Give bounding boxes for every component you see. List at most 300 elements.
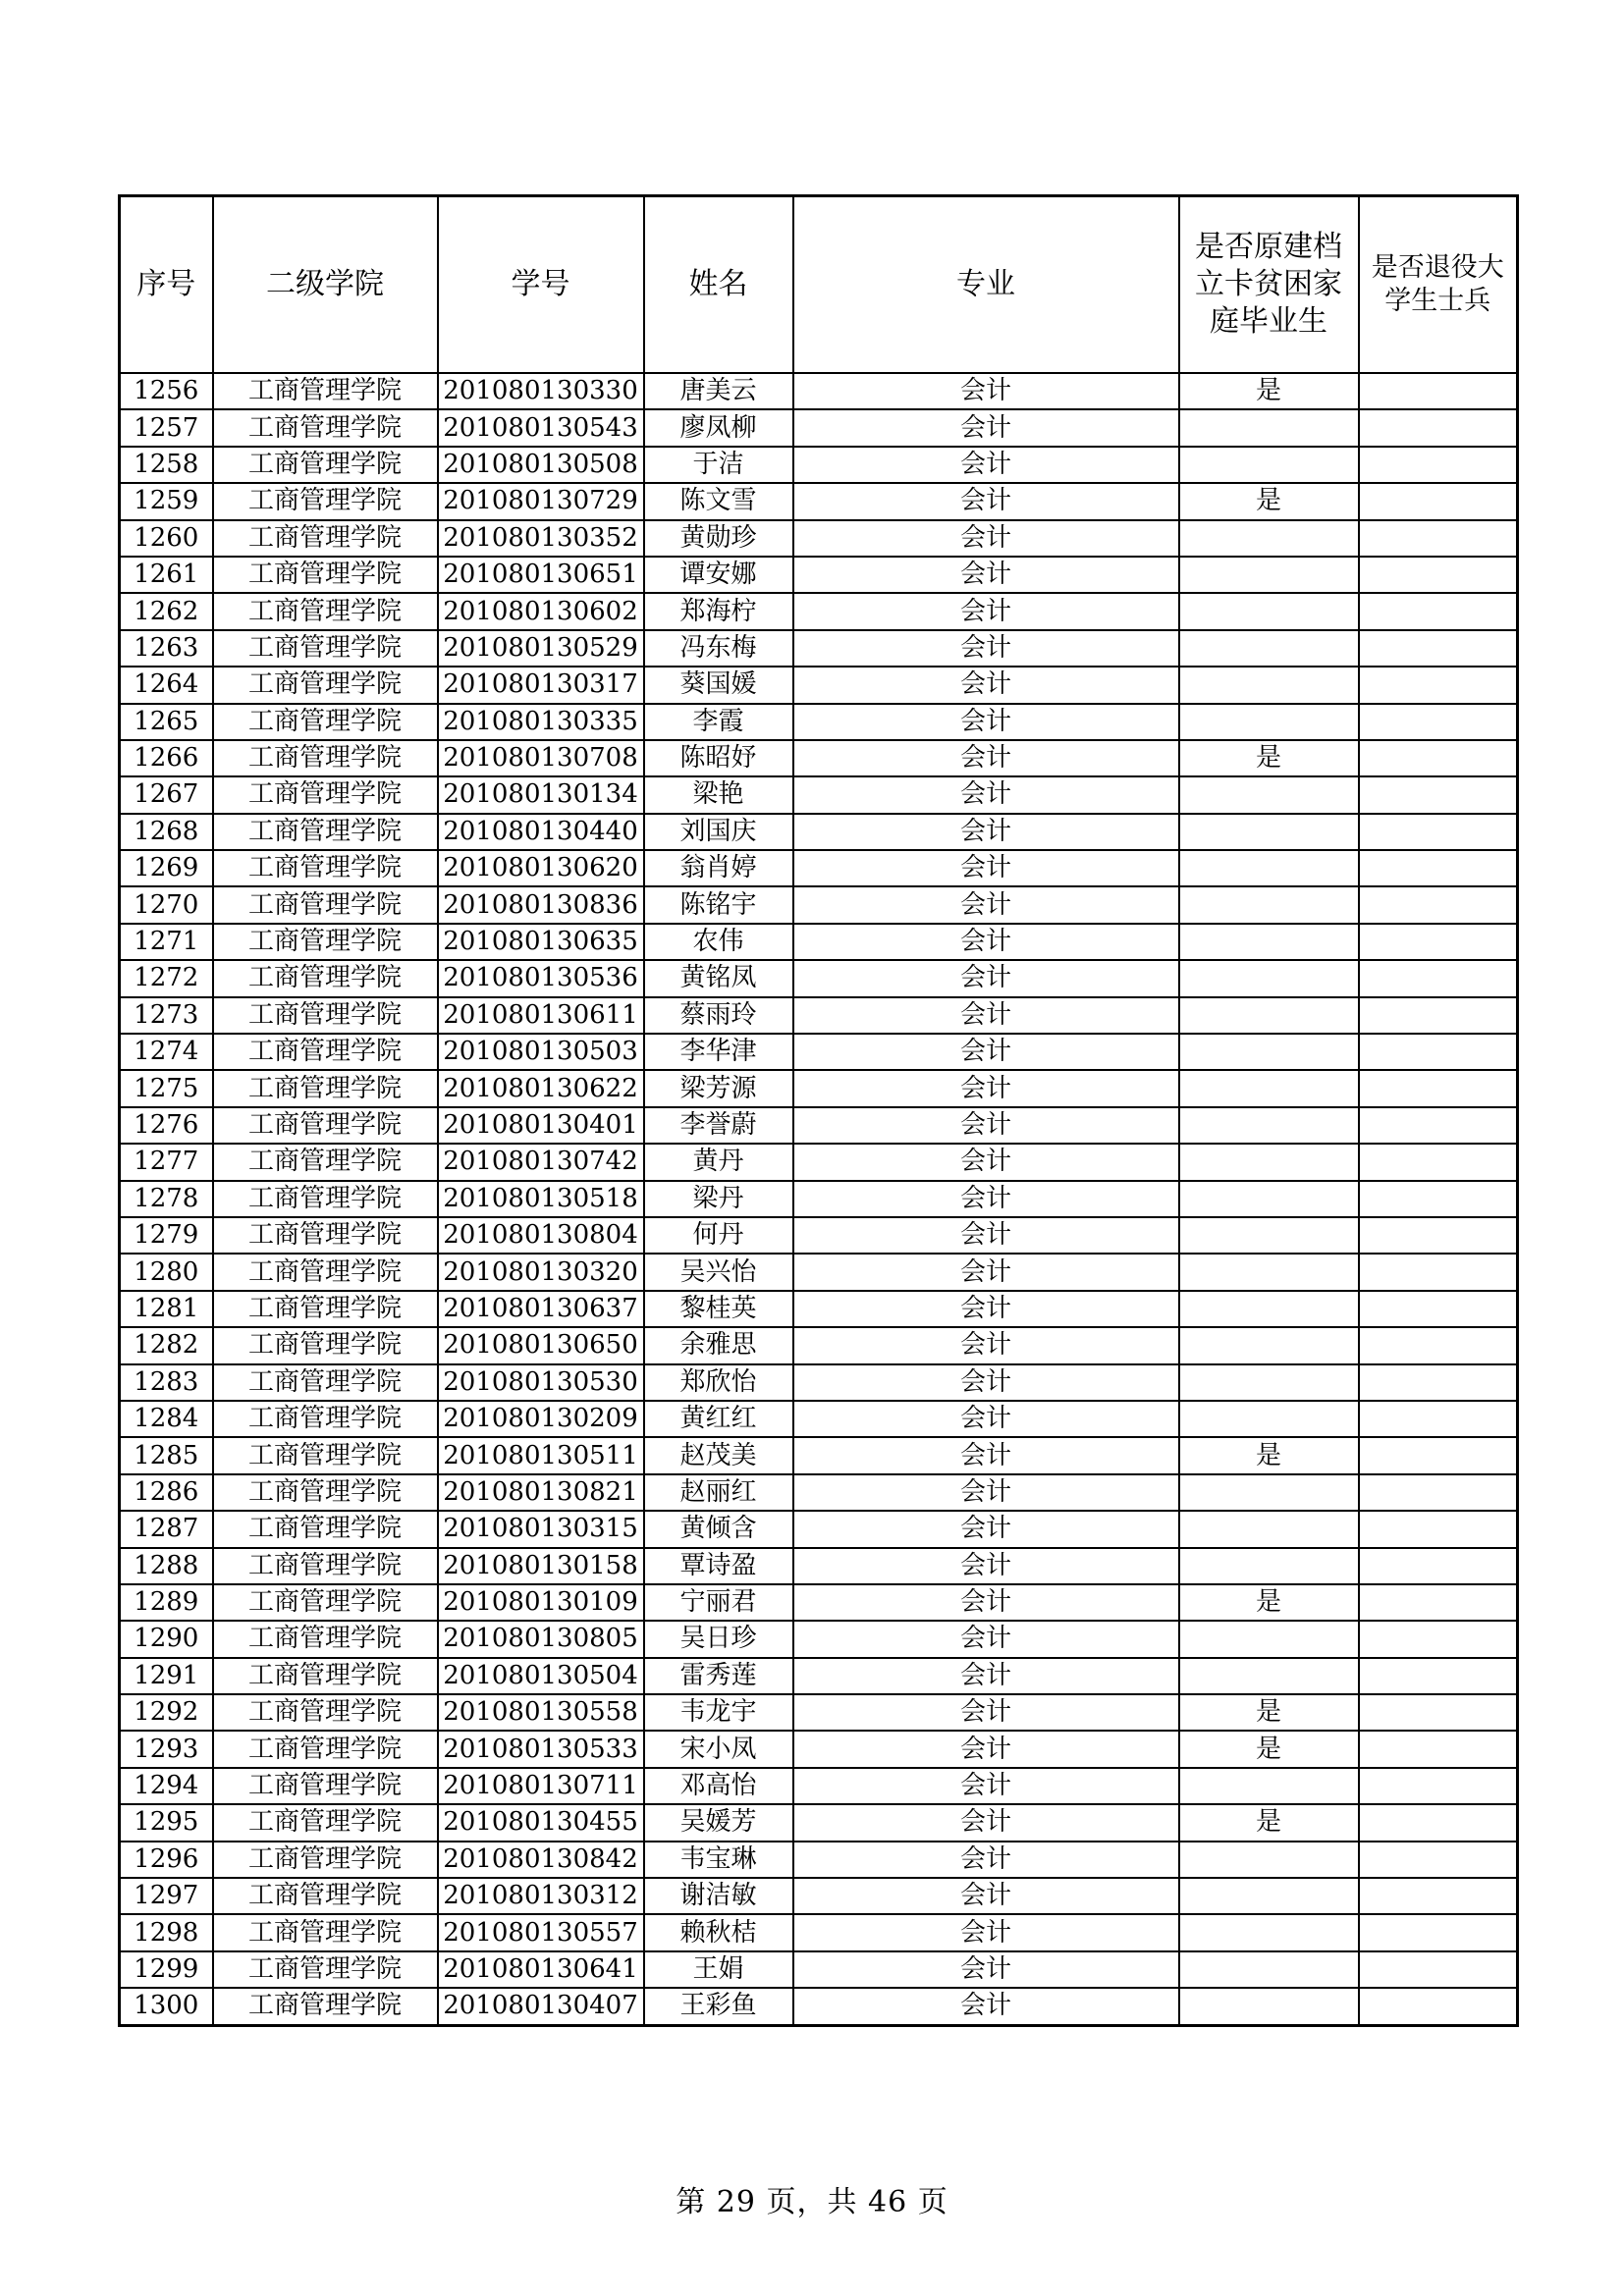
cell-seq: 1276	[120, 1107, 213, 1144]
cell-veteran	[1359, 630, 1518, 667]
cell-student-id: 201080130320	[438, 1254, 644, 1290]
table-row	[120, 1658, 1518, 1694]
cell-seq: 1288	[120, 1548, 213, 1584]
cell-seq: 1289	[120, 1584, 213, 1621]
cell-veteran	[1359, 1658, 1518, 1694]
cell-major: 会计	[793, 373, 1179, 409]
cell-poverty: 是	[1179, 1584, 1359, 1621]
cell-college: 工商管理学院	[213, 1254, 438, 1290]
cell-name: 覃诗盈	[644, 1548, 793, 1584]
cell-name: 李霞	[644, 704, 793, 740]
cell-major: 会计	[793, 776, 1179, 813]
cell-seq: 1272	[120, 960, 213, 996]
cell-veteran	[1359, 593, 1518, 629]
cell-college: 工商管理学院	[213, 960, 438, 996]
cell-student-id: 201080130518	[438, 1181, 644, 1217]
cell-poverty	[1179, 1070, 1359, 1106]
cell-college: 工商管理学院	[213, 1694, 438, 1731]
table-row	[120, 409, 1518, 446]
cell-college: 工商管理学院	[213, 1070, 438, 1106]
cell-college: 工商管理学院	[213, 1144, 438, 1180]
cell-major: 会计	[793, 593, 1179, 629]
cell-veteran	[1359, 740, 1518, 776]
cell-poverty	[1179, 1768, 1359, 1804]
cell-major: 会计	[793, 1548, 1179, 1584]
cell-seq: 1258	[120, 447, 213, 483]
table-row	[120, 447, 1518, 483]
cell-major: 会计	[793, 1584, 1179, 1621]
cell-poverty	[1179, 520, 1359, 557]
cell-poverty	[1179, 1511, 1359, 1547]
cell-student-id: 201080130536	[438, 960, 644, 996]
header-college: 二级学院	[213, 196, 438, 374]
cell-name: 农伟	[644, 924, 793, 960]
table-row	[120, 1768, 1518, 1804]
cell-poverty	[1179, 886, 1359, 923]
cell-poverty: 是	[1179, 373, 1359, 409]
cell-name: 谭安娜	[644, 557, 793, 593]
cell-seq: 1265	[120, 704, 213, 740]
cell-major: 会计	[793, 1144, 1179, 1180]
cell-name: 吴兴怡	[644, 1254, 793, 1290]
cell-name: 蔡雨玲	[644, 997, 793, 1034]
table-row	[120, 1584, 1518, 1621]
cell-college: 工商管理学院	[213, 373, 438, 409]
cell-student-id: 201080130503	[438, 1034, 644, 1070]
cell-seq: 1294	[120, 1768, 213, 1804]
cell-major: 会计	[793, 1621, 1179, 1657]
cell-student-id: 201080130317	[438, 667, 644, 703]
table-row	[120, 1437, 1518, 1473]
header-veteran: 是否退役大学生士兵	[1359, 196, 1518, 374]
cell-poverty	[1179, 1107, 1359, 1144]
cell-veteran	[1359, 1181, 1518, 1217]
cell-major: 会计	[793, 1804, 1179, 1841]
cell-major: 会计	[793, 1842, 1179, 1878]
table-row	[120, 520, 1518, 557]
cell-college: 工商管理学院	[213, 409, 438, 446]
cell-student-id: 201080130158	[438, 1548, 644, 1584]
cell-student-id: 201080130440	[438, 814, 644, 850]
cell-student-id: 201080130504	[438, 1658, 644, 1694]
cell-poverty	[1179, 1144, 1359, 1180]
table-row	[120, 1107, 1518, 1144]
table-row	[120, 1401, 1518, 1437]
cell-veteran	[1359, 1804, 1518, 1841]
cell-major: 会计	[793, 630, 1179, 667]
table-row	[120, 1988, 1518, 2025]
cell-veteran	[1359, 1401, 1518, 1437]
cell-college: 工商管理学院	[213, 1548, 438, 1584]
cell-college: 工商管理学院	[213, 997, 438, 1034]
cell-major: 会计	[793, 1401, 1179, 1437]
cell-name: 邓高怡	[644, 1768, 793, 1804]
table-row	[120, 1621, 1518, 1657]
table-row	[120, 1070, 1518, 1106]
cell-student-id: 201080130729	[438, 483, 644, 519]
cell-student-id: 201080130330	[438, 373, 644, 409]
cell-college: 工商管理学院	[213, 1511, 438, 1547]
cell-name: 雷秀莲	[644, 1658, 793, 1694]
cell-seq: 1295	[120, 1804, 213, 1841]
cell-seq: 1290	[120, 1621, 213, 1657]
cell-poverty	[1179, 776, 1359, 813]
cell-major: 会计	[793, 1511, 1179, 1547]
table-row	[120, 373, 1518, 409]
cell-major: 会计	[793, 1364, 1179, 1401]
cell-college: 工商管理学院	[213, 1804, 438, 1841]
cell-name: 郑海柠	[644, 593, 793, 629]
table-row	[120, 593, 1518, 629]
cell-seq: 1270	[120, 886, 213, 923]
cell-seq: 1273	[120, 997, 213, 1034]
cell-veteran	[1359, 1144, 1518, 1180]
cell-student-id: 201080130533	[438, 1731, 644, 1767]
cell-seq: 1257	[120, 409, 213, 446]
cell-major: 会计	[793, 1768, 1179, 1804]
cell-major: 会计	[793, 1731, 1179, 1767]
page-number: 第 29 页，共 46 页	[676, 2185, 948, 2219]
cell-veteran	[1359, 1694, 1518, 1731]
cell-name: 陈昭妤	[644, 740, 793, 776]
graduate-table	[118, 194, 1519, 2027]
cell-college: 工商管理学院	[213, 1401, 438, 1437]
cell-college: 工商管理学院	[213, 1988, 438, 2025]
cell-seq: 1297	[120, 1878, 213, 1914]
cell-student-id: 201080130557	[438, 1914, 644, 1950]
cell-seq: 1261	[120, 557, 213, 593]
cell-college: 工商管理学院	[213, 520, 438, 557]
cell-poverty	[1179, 1951, 1359, 1988]
cell-veteran	[1359, 1914, 1518, 1950]
cell-student-id: 201080130602	[438, 593, 644, 629]
table-row	[120, 1878, 1518, 1914]
table-row	[120, 704, 1518, 740]
table-row	[120, 630, 1518, 667]
cell-college: 工商管理学院	[213, 1914, 438, 1950]
cell-student-id: 201080130641	[438, 1951, 644, 1988]
cell-major: 会计	[793, 667, 1179, 703]
table-body	[120, 373, 1518, 2025]
cell-poverty	[1179, 1988, 1359, 2025]
cell-veteran	[1359, 1842, 1518, 1878]
table-row	[120, 1804, 1518, 1841]
cell-major: 会计	[793, 557, 1179, 593]
cell-student-id: 201080130352	[438, 520, 644, 557]
cell-student-id: 201080130543	[438, 409, 644, 446]
table-row	[120, 483, 1518, 519]
cell-college: 工商管理学院	[213, 850, 438, 886]
cell-seq: 1283	[120, 1364, 213, 1401]
cell-poverty	[1179, 850, 1359, 886]
cell-poverty	[1179, 704, 1359, 740]
cell-name: 王娟	[644, 1951, 793, 1988]
cell-college: 工商管理学院	[213, 924, 438, 960]
header-student-id: 学号	[438, 196, 644, 374]
cell-student-id: 201080130312	[438, 1878, 644, 1914]
cell-poverty	[1179, 997, 1359, 1034]
cell-poverty	[1179, 1291, 1359, 1327]
cell-veteran	[1359, 1474, 1518, 1511]
table-row	[120, 1842, 1518, 1878]
cell-seq: 1293	[120, 1731, 213, 1767]
table-row	[120, 1144, 1518, 1180]
cell-poverty	[1179, 1878, 1359, 1914]
cell-veteran	[1359, 1768, 1518, 1804]
cell-seq: 1292	[120, 1694, 213, 1731]
cell-veteran	[1359, 1731, 1518, 1767]
cell-seq: 1256	[120, 373, 213, 409]
cell-name: 郑欣怡	[644, 1364, 793, 1401]
cell-poverty	[1179, 960, 1359, 996]
cell-major: 会计	[793, 1034, 1179, 1070]
cell-major: 会计	[793, 814, 1179, 850]
header-row	[120, 196, 1518, 374]
cell-poverty	[1179, 1217, 1359, 1254]
cell-major: 会计	[793, 960, 1179, 996]
cell-student-id: 201080130315	[438, 1511, 644, 1547]
cell-seq: 1300	[120, 1988, 213, 2025]
cell-name: 黄丹	[644, 1144, 793, 1180]
cell-name: 陈文雪	[644, 483, 793, 519]
cell-seq: 1277	[120, 1144, 213, 1180]
cell-major: 会计	[793, 1988, 1179, 2025]
cell-student-id: 201080130651	[438, 557, 644, 593]
cell-name: 冯东梅	[644, 630, 793, 667]
cell-seq: 1262	[120, 593, 213, 629]
cell-name: 梁芳源	[644, 1070, 793, 1106]
cell-name: 李华津	[644, 1034, 793, 1070]
table-row	[120, 997, 1518, 1034]
cell-major: 会计	[793, 1694, 1179, 1731]
cell-name: 韦宝琳	[644, 1842, 793, 1878]
cell-seq: 1266	[120, 740, 213, 776]
cell-veteran	[1359, 373, 1518, 409]
cell-college: 工商管理学院	[213, 1291, 438, 1327]
cell-major: 会计	[793, 850, 1179, 886]
table-row	[120, 924, 1518, 960]
cell-student-id: 201080130508	[438, 447, 644, 483]
cell-veteran	[1359, 1621, 1518, 1657]
cell-name: 刘国庆	[644, 814, 793, 850]
cell-college: 工商管理学院	[213, 1181, 438, 1217]
cell-poverty: 是	[1179, 1731, 1359, 1767]
cell-student-id: 201080130558	[438, 1694, 644, 1731]
cell-student-id: 201080130134	[438, 776, 644, 813]
cell-seq: 1264	[120, 667, 213, 703]
cell-name: 韦龙宇	[644, 1694, 793, 1731]
table-row	[120, 1034, 1518, 1070]
table-row	[120, 814, 1518, 850]
cell-poverty	[1179, 1181, 1359, 1217]
cell-poverty	[1179, 1842, 1359, 1878]
cell-major: 会计	[793, 1878, 1179, 1914]
cell-seq: 1267	[120, 776, 213, 813]
cell-poverty	[1179, 1401, 1359, 1437]
cell-seq: 1269	[120, 850, 213, 886]
cell-name: 宁丽君	[644, 1584, 793, 1621]
cell-college: 工商管理学院	[213, 1107, 438, 1144]
cell-college: 工商管理学院	[213, 1878, 438, 1914]
table-row	[120, 886, 1518, 923]
cell-veteran	[1359, 1217, 1518, 1254]
cell-poverty	[1179, 814, 1359, 850]
cell-veteran	[1359, 1291, 1518, 1327]
cell-name: 李誉蔚	[644, 1107, 793, 1144]
cell-student-id: 201080130209	[438, 1401, 644, 1437]
table-row	[120, 1327, 1518, 1363]
cell-major: 会计	[793, 886, 1179, 923]
cell-name: 翁肖婷	[644, 850, 793, 886]
cell-name: 赵茂美	[644, 1437, 793, 1473]
cell-college: 工商管理学院	[213, 1437, 438, 1473]
cell-poverty	[1179, 1327, 1359, 1363]
table-row	[120, 1254, 1518, 1290]
cell-seq: 1263	[120, 630, 213, 667]
cell-major: 会计	[793, 1437, 1179, 1473]
cell-major: 会计	[793, 924, 1179, 960]
cell-veteran	[1359, 1327, 1518, 1363]
cell-major: 会计	[793, 447, 1179, 483]
cell-major: 会计	[793, 1291, 1179, 1327]
cell-veteran	[1359, 814, 1518, 850]
cell-major: 会计	[793, 409, 1179, 446]
cell-veteran	[1359, 1107, 1518, 1144]
table-row	[120, 1181, 1518, 1217]
cell-poverty	[1179, 557, 1359, 593]
cell-seq: 1275	[120, 1070, 213, 1106]
cell-name: 赵丽红	[644, 1474, 793, 1511]
table-row	[120, 557, 1518, 593]
cell-student-id: 201080130511	[438, 1437, 644, 1473]
table-row	[120, 1951, 1518, 1988]
cell-seq: 1298	[120, 1914, 213, 1950]
cell-name: 余雅思	[644, 1327, 793, 1363]
cell-veteran	[1359, 483, 1518, 519]
cell-seq: 1281	[120, 1291, 213, 1327]
cell-seq: 1291	[120, 1658, 213, 1694]
cell-college: 工商管理学院	[213, 1731, 438, 1767]
cell-college: 工商管理学院	[213, 1658, 438, 1694]
cell-veteran	[1359, 1511, 1518, 1547]
cell-major: 会计	[793, 704, 1179, 740]
cell-college: 工商管理学院	[213, 447, 438, 483]
cell-student-id: 201080130109	[438, 1584, 644, 1621]
cell-poverty: 是	[1179, 1694, 1359, 1731]
cell-poverty: 是	[1179, 1437, 1359, 1473]
cell-college: 工商管理学院	[213, 593, 438, 629]
cell-seq: 1279	[120, 1217, 213, 1254]
cell-veteran	[1359, 886, 1518, 923]
cell-name: 王彩鱼	[644, 1988, 793, 2025]
cell-veteran	[1359, 447, 1518, 483]
cell-name: 廖凤柳	[644, 409, 793, 446]
cell-poverty	[1179, 1658, 1359, 1694]
cell-veteran	[1359, 704, 1518, 740]
cell-veteran	[1359, 1584, 1518, 1621]
cell-veteran	[1359, 557, 1518, 593]
cell-name: 黄勋珍	[644, 520, 793, 557]
cell-seq: 1299	[120, 1951, 213, 1988]
cell-major: 会计	[793, 1107, 1179, 1144]
cell-veteran	[1359, 960, 1518, 996]
table-row	[120, 1474, 1518, 1511]
cell-college: 工商管理学院	[213, 776, 438, 813]
cell-poverty	[1179, 593, 1359, 629]
cell-name: 陈铭宇	[644, 886, 793, 923]
cell-poverty	[1179, 1474, 1359, 1511]
cell-student-id: 201080130407	[438, 1988, 644, 2025]
cell-student-id: 201080130637	[438, 1291, 644, 1327]
table-row	[120, 1291, 1518, 1327]
cell-name: 黄红红	[644, 1401, 793, 1437]
cell-seq: 1282	[120, 1327, 213, 1363]
cell-college: 工商管理学院	[213, 1621, 438, 1657]
cell-veteran	[1359, 1437, 1518, 1473]
cell-name: 黄铭凤	[644, 960, 793, 996]
cell-student-id: 201080130635	[438, 924, 644, 960]
cell-name: 梁艳	[644, 776, 793, 813]
cell-college: 工商管理学院	[213, 1327, 438, 1363]
header-seq: 序号	[120, 196, 213, 374]
cell-veteran	[1359, 924, 1518, 960]
cell-college: 工商管理学院	[213, 667, 438, 703]
cell-college: 工商管理学院	[213, 557, 438, 593]
cell-poverty: 是	[1179, 1804, 1359, 1841]
cell-student-id: 201080130650	[438, 1327, 644, 1363]
cell-college: 工商管理学院	[213, 1584, 438, 1621]
table-row	[120, 850, 1518, 886]
cell-veteran	[1359, 1988, 1518, 2025]
cell-college: 工商管理学院	[213, 1474, 438, 1511]
cell-college: 工商管理学院	[213, 814, 438, 850]
cell-name: 吴媛芳	[644, 1804, 793, 1841]
cell-student-id: 201080130620	[438, 850, 644, 886]
cell-seq: 1285	[120, 1437, 213, 1473]
cell-major: 会计	[793, 1070, 1179, 1106]
header-major: 专业	[793, 196, 1179, 374]
cell-major: 会计	[793, 1474, 1179, 1511]
cell-veteran	[1359, 1548, 1518, 1584]
cell-student-id: 201080130836	[438, 886, 644, 923]
cell-student-id: 201080130455	[438, 1804, 644, 1841]
cell-major: 会计	[793, 740, 1179, 776]
cell-student-id: 201080130401	[438, 1107, 644, 1144]
cell-name: 赖秋桔	[644, 1914, 793, 1950]
cell-college: 工商管理学院	[213, 1217, 438, 1254]
cell-veteran	[1359, 520, 1518, 557]
cell-poverty	[1179, 630, 1359, 667]
cell-poverty	[1179, 1914, 1359, 1950]
cell-major: 会计	[793, 1658, 1179, 1694]
cell-name: 梁丹	[644, 1181, 793, 1217]
cell-college: 工商管理学院	[213, 1364, 438, 1401]
cell-college: 工商管理学院	[213, 740, 438, 776]
cell-college: 工商管理学院	[213, 1034, 438, 1070]
table-row	[120, 776, 1518, 813]
header-name: 姓名	[644, 196, 793, 374]
cell-poverty: 是	[1179, 740, 1359, 776]
cell-major: 会计	[793, 1951, 1179, 1988]
cell-poverty: 是	[1179, 483, 1359, 519]
cell-seq: 1296	[120, 1842, 213, 1878]
cell-student-id: 201080130805	[438, 1621, 644, 1657]
table-row	[120, 667, 1518, 703]
cell-student-id: 201080130622	[438, 1070, 644, 1106]
cell-poverty	[1179, 1621, 1359, 1657]
cell-student-id: 201080130530	[438, 1364, 644, 1401]
cell-seq: 1260	[120, 520, 213, 557]
